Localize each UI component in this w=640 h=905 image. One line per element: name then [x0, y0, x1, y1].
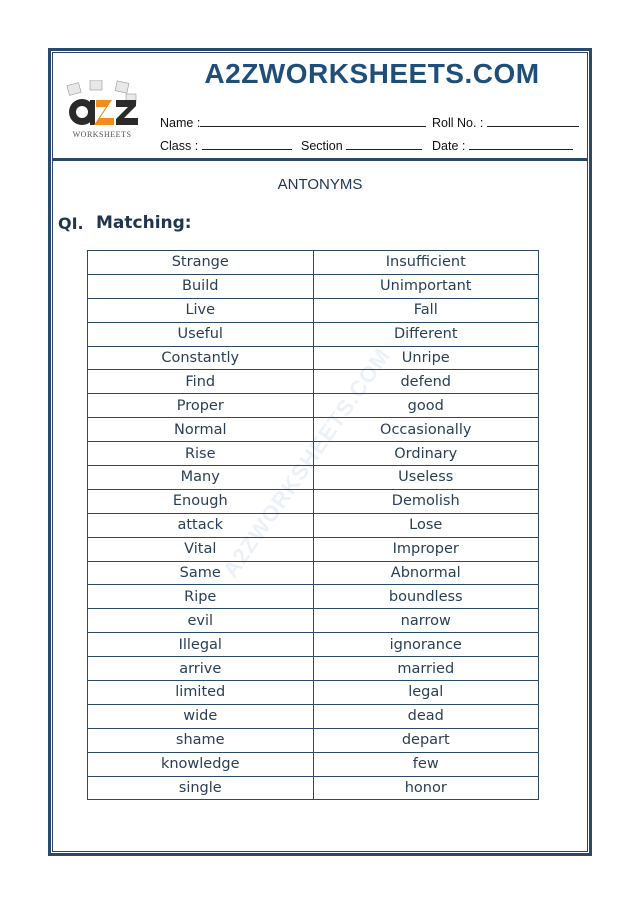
table-row: [88, 704, 539, 728]
right-word-cell: narrow: [313, 609, 539, 633]
table-row: [88, 728, 539, 752]
header-divider: [52, 158, 588, 161]
roll-field-row: [432, 114, 579, 130]
a2z-logo: [60, 80, 144, 142]
question-title: Matching:: [96, 213, 192, 233]
table-row: [88, 274, 539, 298]
class-field-row: [160, 137, 292, 153]
table-row: [88, 681, 539, 705]
left-word-cell: Same: [88, 561, 314, 585]
question-number: QI.: [58, 214, 84, 233]
right-word-cell: defend: [313, 370, 539, 394]
table-row: [88, 561, 539, 585]
right-word-cell: Improper: [313, 537, 539, 561]
table-row: [88, 466, 539, 490]
section-title: ANTONYMS: [277, 176, 363, 193]
table-row: [88, 776, 539, 800]
table-row: [88, 489, 539, 513]
roll-field[interactable]: [487, 114, 579, 127]
right-word-cell: Ordinary: [313, 442, 539, 466]
site-title: A2ZWORKSHEETS.COM: [204, 58, 540, 89]
right-word-cell: Unimportant: [313, 274, 539, 298]
class-label: Class :: [160, 139, 199, 153]
left-word-cell: arrive: [88, 657, 314, 681]
right-word-cell: boundless: [313, 585, 539, 609]
left-word-cell: wide: [88, 704, 314, 728]
left-word-cell: Find: [88, 370, 314, 394]
right-word-cell: Abnormal: [313, 561, 539, 585]
table-row: [88, 657, 539, 681]
name-field-row: [160, 114, 426, 130]
table-row: [88, 585, 539, 609]
left-word-cell: knowledge: [88, 752, 314, 776]
right-word-cell: dead: [313, 704, 539, 728]
table-row: [88, 537, 539, 561]
left-word-cell: Strange: [88, 251, 314, 275]
section-field-row: [301, 137, 422, 153]
date-field-row: [432, 137, 573, 153]
left-word-cell: attack: [88, 513, 314, 537]
right-word-cell: legal: [313, 681, 539, 705]
right-word-cell: honor: [313, 776, 539, 800]
left-word-cell: Proper: [88, 394, 314, 418]
matching-table: [87, 250, 539, 800]
roll-label: Roll No. :: [432, 116, 484, 130]
left-word-cell: Build: [88, 274, 314, 298]
table-row: [88, 322, 539, 346]
right-word-cell: good: [313, 394, 539, 418]
logo-subtext: WORKSHEETS: [72, 130, 132, 139]
right-word-cell: few: [313, 752, 539, 776]
left-word-cell: Ripe: [88, 585, 314, 609]
section-field[interactable]: [346, 137, 422, 150]
table-row: [88, 394, 539, 418]
table-row: [88, 752, 539, 776]
left-word-cell: shame: [88, 728, 314, 752]
right-word-cell: ignorance: [313, 633, 539, 657]
table-row: [88, 346, 539, 370]
left-word-cell: Illegal: [88, 633, 314, 657]
table-row: [88, 633, 539, 657]
right-word-cell: Fall: [313, 298, 539, 322]
left-word-cell: Enough: [88, 489, 314, 513]
table-row: [88, 513, 539, 537]
right-word-cell: Lose: [313, 513, 539, 537]
left-word-cell: Constantly: [88, 346, 314, 370]
left-word-cell: Live: [88, 298, 314, 322]
right-word-cell: married: [313, 657, 539, 681]
right-word-cell: Useless: [313, 466, 539, 490]
left-word-cell: Useful: [88, 322, 314, 346]
right-word-cell: Insufficient: [313, 251, 539, 275]
left-word-cell: evil: [88, 609, 314, 633]
left-word-cell: Many: [88, 466, 314, 490]
table-row: [88, 442, 539, 466]
watermark: A2ZWORKSHEETS.COM: [217, 343, 396, 582]
left-word-cell: limited: [88, 681, 314, 705]
left-word-cell: Normal: [88, 418, 314, 442]
right-word-cell: Different: [313, 322, 539, 346]
date-field[interactable]: [469, 137, 573, 150]
left-word-cell: Rise: [88, 442, 314, 466]
table-row: [88, 251, 539, 275]
name-label: Name :: [160, 116, 201, 130]
left-word-cell: Vital: [88, 537, 314, 561]
right-word-cell: depart: [313, 728, 539, 752]
table-row: [88, 609, 539, 633]
section-label: Section: [301, 139, 343, 153]
table-row: [88, 298, 539, 322]
class-field[interactable]: [202, 137, 292, 150]
right-word-cell: Occasionally: [313, 418, 539, 442]
left-word-cell: single: [88, 776, 314, 800]
table-row: [88, 370, 539, 394]
right-word-cell: Demolish: [313, 489, 539, 513]
date-label: Date :: [432, 139, 466, 153]
right-word-cell: Unripe: [313, 346, 539, 370]
table-row: [88, 418, 539, 442]
name-field[interactable]: [200, 114, 426, 127]
